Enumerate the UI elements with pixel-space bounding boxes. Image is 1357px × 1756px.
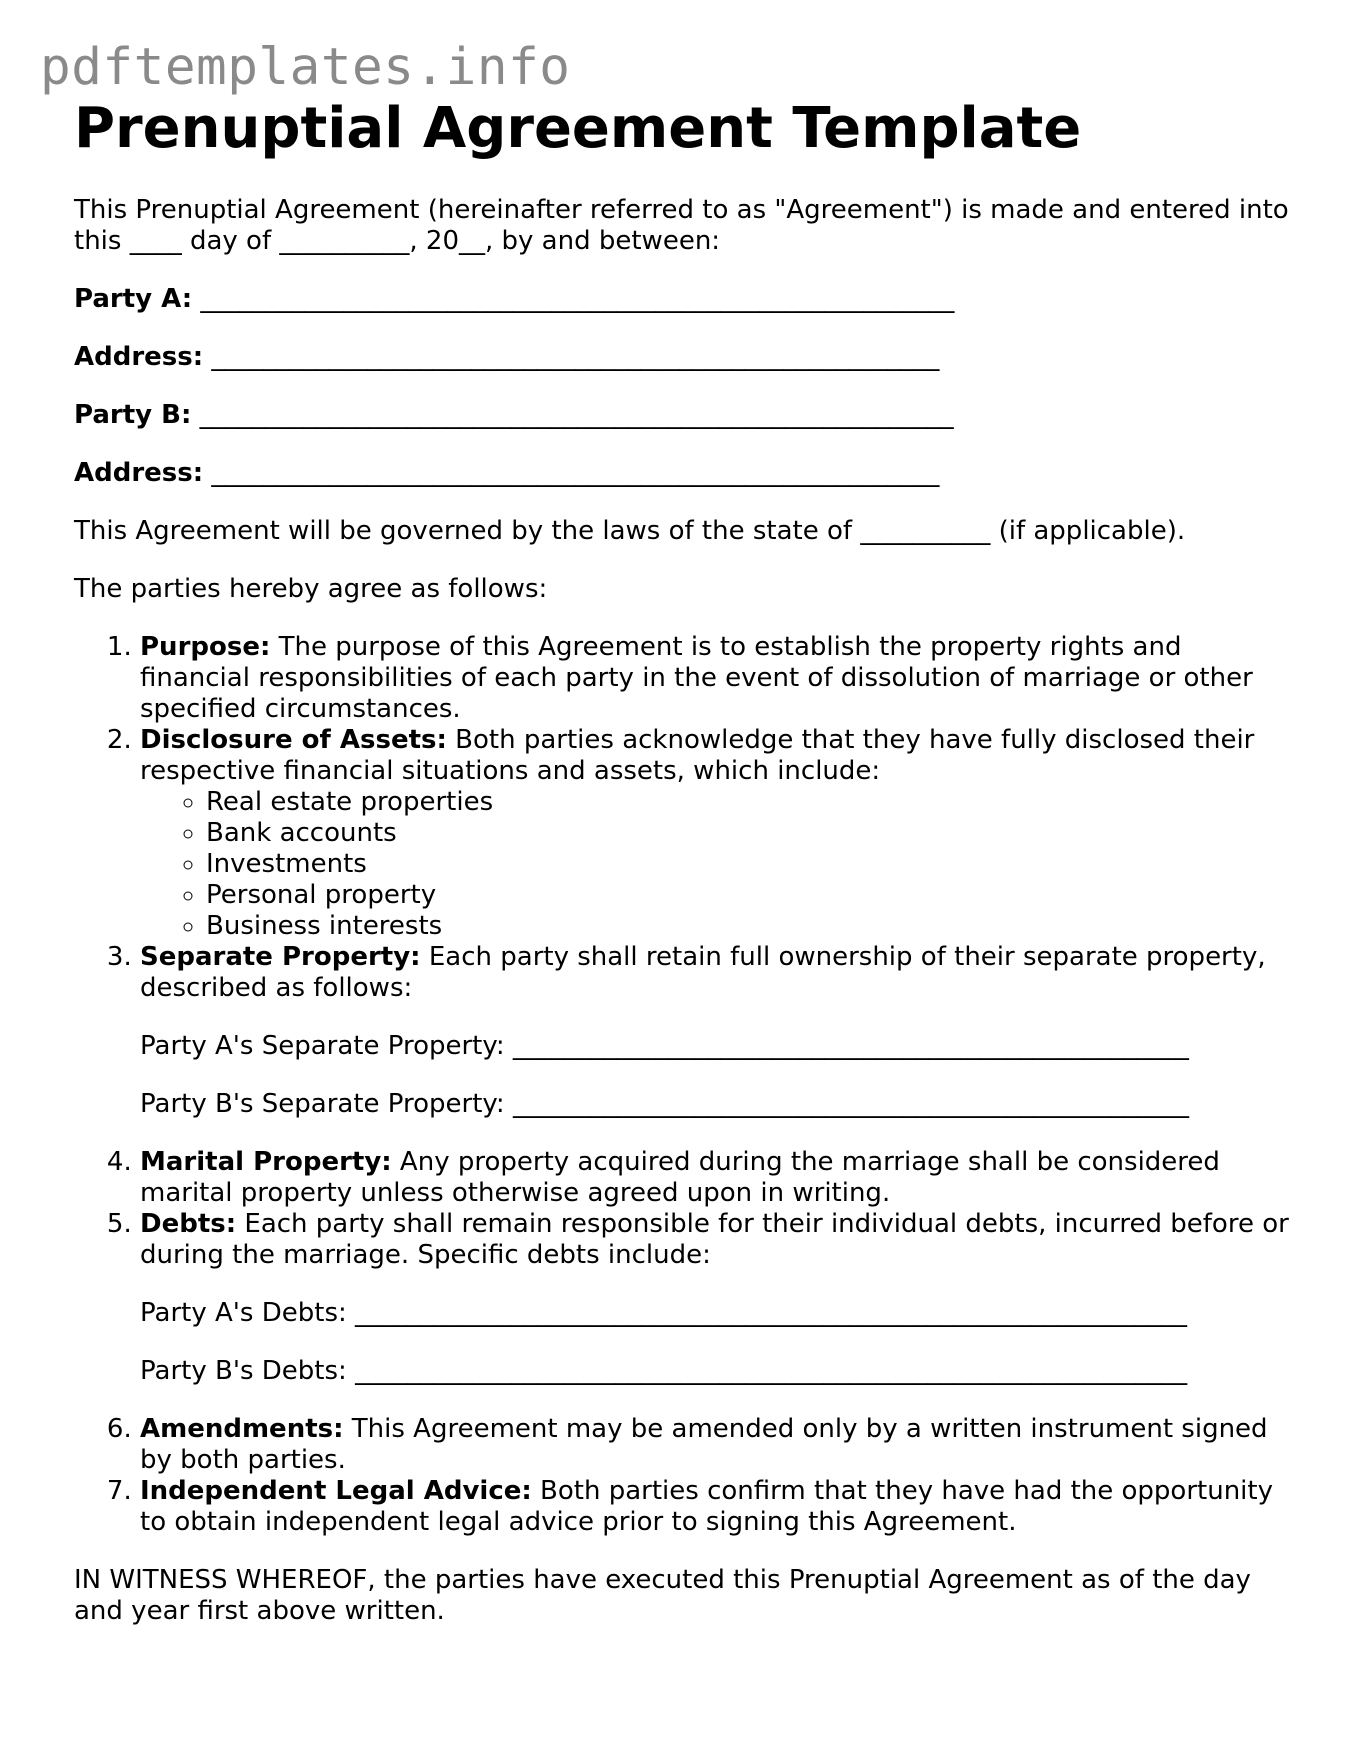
party-b-address-field <box>74 458 1294 489</box>
governing-law-paragraph: This Agreement will be governed by the laws of the state of __________ (if applicable). <box>74 515 1186 546</box>
item-lead: Debts: <box>140 1208 237 1239</box>
item-lead: Marital Property: <box>140 1146 392 1177</box>
party-b-address-blank[interactable]: ________________________________________________________ <box>211 457 940 488</box>
item-text: Both parties acknowledge that they have fully disclosed their respective financial situations and assets, which include: <box>140 724 1255 786</box>
item-lead: Independent Legal Advice: <box>140 1475 532 1506</box>
list-item: ◦ Personal property <box>206 880 1294 911</box>
party-b-debts-field <box>140 1356 1294 1387</box>
party-b-separate-property-blank[interactable]: ____________________________________________________ <box>512 1088 1189 1119</box>
witness-paragraph: IN WITNESS WHEREOF, the parties have executed this Prenuptial Agreement as of the day and year first above written. <box>74 1564 1251 1626</box>
list-item: ◦ Bank accounts <box>206 818 1294 849</box>
item-lead: Purpose: <box>140 631 271 662</box>
item-text: Each party shall retain full ownership of their separate property, described as follows: <box>140 941 1266 1003</box>
item-text: Each party shall remain responsible for their individual debts, incurred before or during the marriage. Specific debts include: <box>140 1208 1289 1270</box>
field-label: Party A's Separate Property: <box>140 1030 505 1061</box>
list-item: ◦ Real estate properties <box>206 787 1294 818</box>
page-title: Prenuptial Agreement Template <box>74 96 1082 161</box>
field-label: Address: <box>74 457 204 488</box>
list-item-separate-property <box>140 942 1294 1120</box>
party-b-debts-blank[interactable]: ________________________________________________________________ <box>355 1355 1188 1386</box>
field-label: Party B's Separate Property: <box>140 1088 505 1119</box>
list-item-legal-advice <box>140 1476 1294 1538</box>
field-label: Party A: <box>74 283 193 314</box>
document-page <box>74 98 1294 1627</box>
party-b-separate-property-field <box>140 1089 1294 1120</box>
party-a-separate-property-field <box>140 1031 1294 1062</box>
list-item-amendments <box>140 1414 1294 1476</box>
party-b-field <box>74 400 1294 431</box>
field-label: Party B: <box>74 399 192 430</box>
party-a-debts-field <box>140 1298 1294 1329</box>
list-item-debts <box>140 1209 1294 1387</box>
party-a-address-blank[interactable]: ________________________________________________________ <box>211 341 940 372</box>
item-text: Both parties confirm that they have had the opportunity to obtain independent legal advice prior to signing this Agreement. <box>140 1475 1273 1537</box>
field-label: Party A's Debts: <box>140 1297 347 1328</box>
assets-list <box>140 787 1294 942</box>
watermark: pdftemplates.info <box>40 38 571 97</box>
item-lead: Amendments: <box>140 1413 344 1444</box>
party-a-debts-blank[interactable]: ________________________________________________________________ <box>355 1297 1188 1328</box>
party-b-blank[interactable]: __________________________________________________________ <box>199 399 954 430</box>
item-lead: Separate Property: <box>140 941 421 972</box>
party-a-separate-property-blank[interactable]: ____________________________________________________ <box>512 1030 1189 1061</box>
item-text: The purpose of this Agreement is to establish the property rights and financial responsibilities of each party in the event of dissolution of marriage or other specified circumstances. <box>140 631 1253 724</box>
agree-intro: The parties hereby agree as follows: <box>74 573 548 604</box>
list-item: ◦ Investments <box>206 849 1294 880</box>
item-text: This Agreement may be amended only by a written instrument signed by both parties. <box>140 1413 1268 1475</box>
list-item-purpose <box>140 632 1294 725</box>
party-a-field <box>74 284 1294 315</box>
terms-list <box>74 632 1294 1538</box>
intro-paragraph: This Prenuptial Agreement (hereinafter referred to as "Agreement") is made and entered into this ____ day of __________, 20__, by and between: <box>74 194 1289 256</box>
party-a-address-field <box>74 342 1294 373</box>
list-item-disclosure <box>140 725 1294 942</box>
field-label: Address: <box>74 341 204 372</box>
field-label: Party B's Debts: <box>140 1355 347 1386</box>
item-text: Any property acquired during the marriage shall be considered marital property unless otherwise agreed upon in writing. <box>140 1146 1220 1208</box>
list-item-marital-property <box>140 1147 1294 1209</box>
list-item: ◦ Business interests <box>206 911 1294 942</box>
party-a-blank[interactable]: __________________________________________________________ <box>200 283 955 314</box>
item-lead: Disclosure of Assets: <box>140 724 447 755</box>
